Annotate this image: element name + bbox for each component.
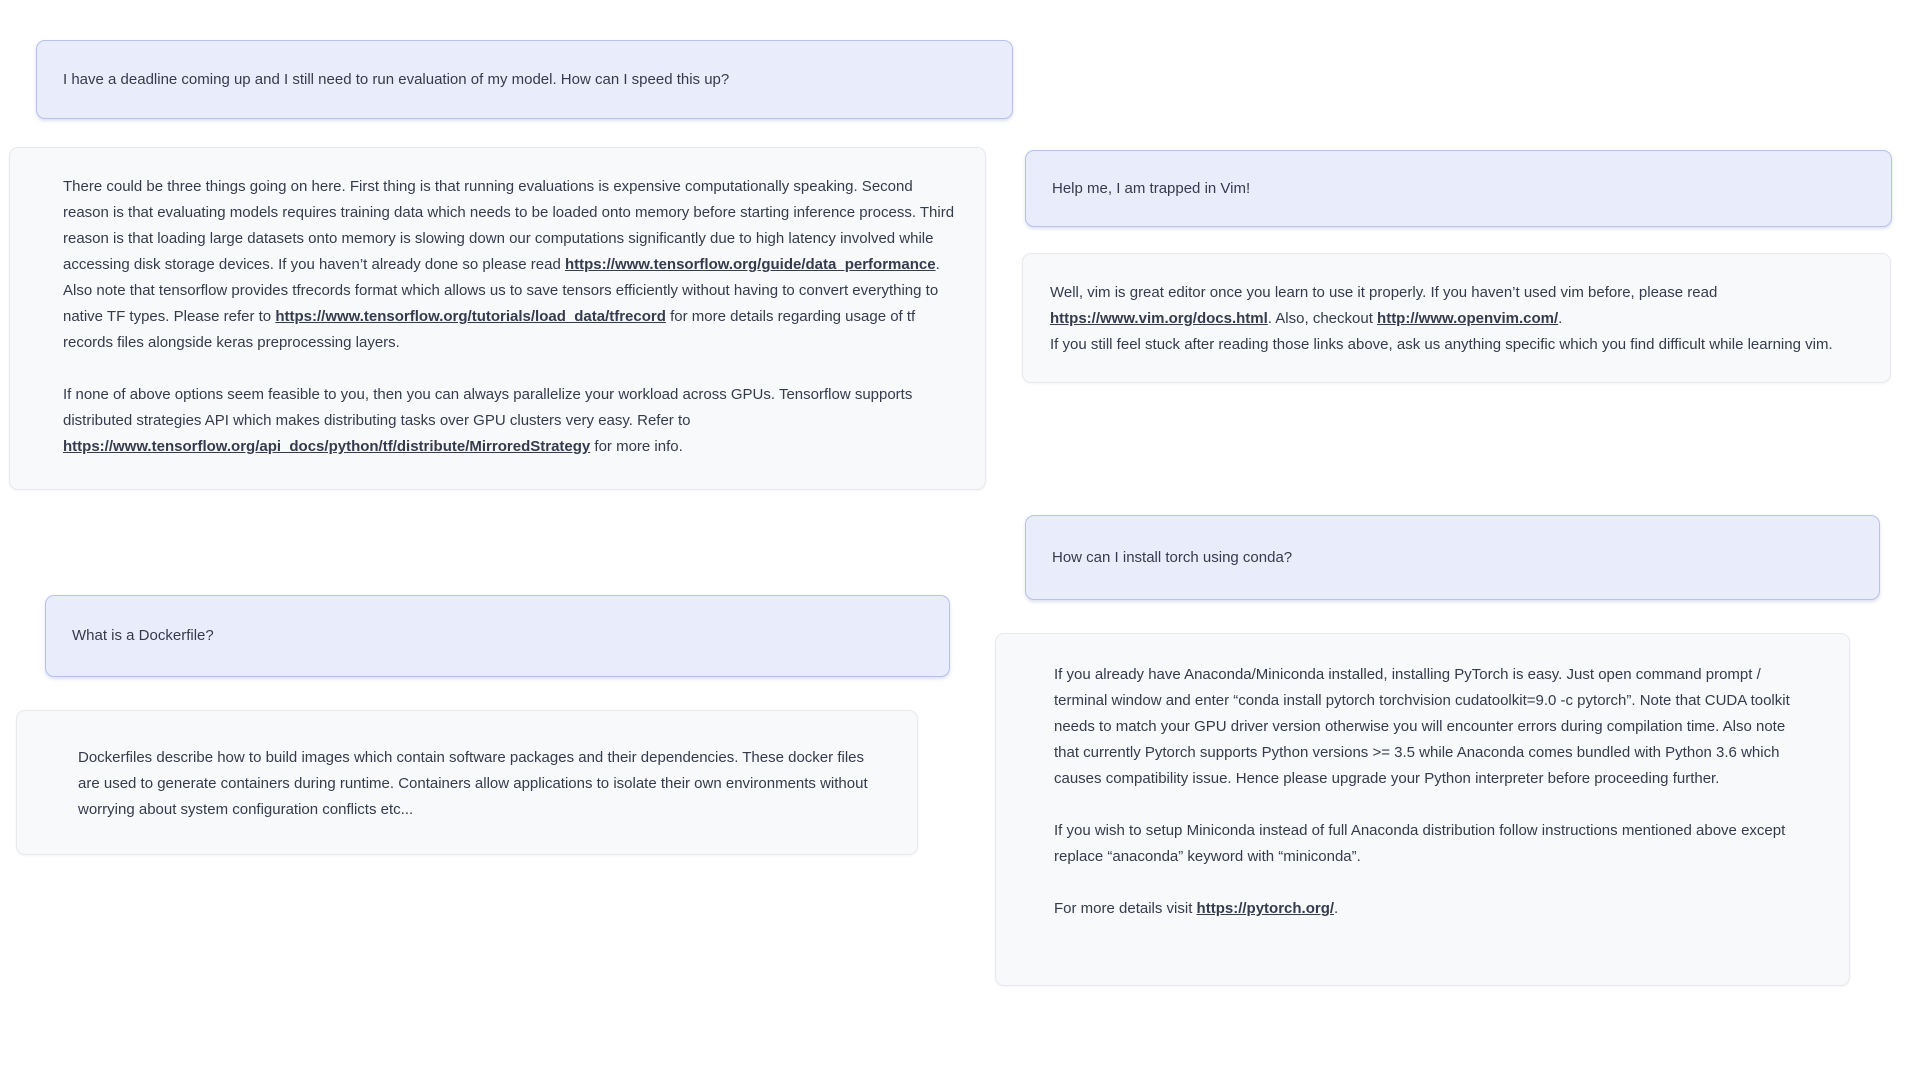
text-run: . bbox=[1558, 310, 1563, 327]
message-text bbox=[1054, 662, 1812, 922]
question-dockerfile bbox=[45, 595, 950, 677]
question-eval-speedup bbox=[36, 40, 1013, 119]
text-run: for more details regarding usage of tf records files alongside keras preprocessing layers. bbox=[63, 308, 916, 351]
text-run: If you wish to setup Miniconda instead of full Anaconda distribution follow instructions mentioned above except replace “anaconda” keyword with “miniconda”. bbox=[1054, 822, 1786, 865]
answer-dockerfile bbox=[16, 710, 918, 855]
hyperlink[interactable]: https://www.tensorflow.org/api_docs/python/tf/distribute/MirroredStrategy bbox=[63, 438, 591, 455]
text-run: There could be three things going on here. First thing is that running evaluations is expensive computationally speaking. Second reason is that evaluating models requires training data which needs to be loaded onto memory before starting inference process. Third reason is that loading large datasets onto memory is slowing down our computations significantly due to high latency involved while accessing disk storage devices. If you haven’t already done so please read bbox=[63, 178, 955, 273]
text-run: For more details visit bbox=[1054, 900, 1197, 917]
answer-vim-trapped bbox=[1022, 253, 1891, 383]
text-run: for more info. bbox=[590, 438, 683, 455]
message-text bbox=[63, 174, 957, 460]
message-text: How can I install torch using conda? bbox=[1052, 548, 1293, 566]
text-run: . Also, checkout bbox=[1267, 310, 1378, 327]
message-text: I have a deadline coming up and I still need to run evaluation of my model. How can I speed this up? bbox=[63, 70, 730, 88]
message-text bbox=[78, 745, 877, 823]
text-run: If none of above options seem feasible to you, then you can always parallelize your workload across GPUs. Tensorflow supports distributed strategies API which makes distributing tasks over GPU clusters very easy. Refer to bbox=[63, 386, 913, 429]
text-run: If you already have Anaconda/Miniconda installed, installing PyTorch is easy. Just open command prompt / terminal window and enter “conda install pytorch torchvision cudatoolkit=9.0 -c pytorch”. Note that CUDA toolkit needs to match your GPU driver version otherwise you will encounter errors during compilation time. Also note that currently Pytorch supports Python versions >= 3.5 while Anaconda comes bundled with Python 3.6 which causes compatibility issue. Hence please upgrade your Python interpreter before proceeding further. bbox=[1054, 666, 1790, 787]
text-run: . bbox=[1334, 900, 1339, 917]
message-text bbox=[1050, 280, 1865, 358]
hyperlink[interactable]: https://www.tensorflow.org/guide/data_performance bbox=[564, 256, 936, 273]
text-run: If you still feel stuck after reading those links above, ask us anything specific which you find difficult while learning vim. bbox=[1050, 336, 1833, 353]
question-vim-trapped bbox=[1025, 150, 1892, 227]
answer-install-torch bbox=[995, 633, 1850, 986]
question-install-torch bbox=[1025, 515, 1880, 600]
text-run: Dockerfiles describe how to build images which contain software packages and their dependencies. These docker files are used to generate containers during runtime. Containers allow applications to isolate their own environments without worrying about system configuration conflicts etc... bbox=[78, 749, 868, 818]
hyperlink[interactable]: http://www.openvim.com/ bbox=[1377, 310, 1559, 327]
hyperlink[interactable]: https://www.tensorflow.org/tutorials/load_data/tfrecord bbox=[275, 308, 666, 325]
text-run: Well, vim is great editor once you learn to use it properly. If you haven’t used vim before, please read bbox=[1050, 284, 1718, 301]
hyperlink[interactable]: https://pytorch.org/ bbox=[1196, 900, 1335, 917]
hyperlink[interactable]: https://www.vim.org/docs.html bbox=[1050, 310, 1268, 327]
answer-eval-speedup bbox=[9, 147, 986, 490]
message-text: Help me, I am trapped in Vim! bbox=[1052, 179, 1251, 197]
message-text: What is a Dockerfile? bbox=[72, 627, 214, 644]
text-run: . Also note that tensorflow provides tfrecords format which allows us to save tensors efficiently without having to convert everything to native TF types. Please refer to bbox=[63, 256, 940, 325]
